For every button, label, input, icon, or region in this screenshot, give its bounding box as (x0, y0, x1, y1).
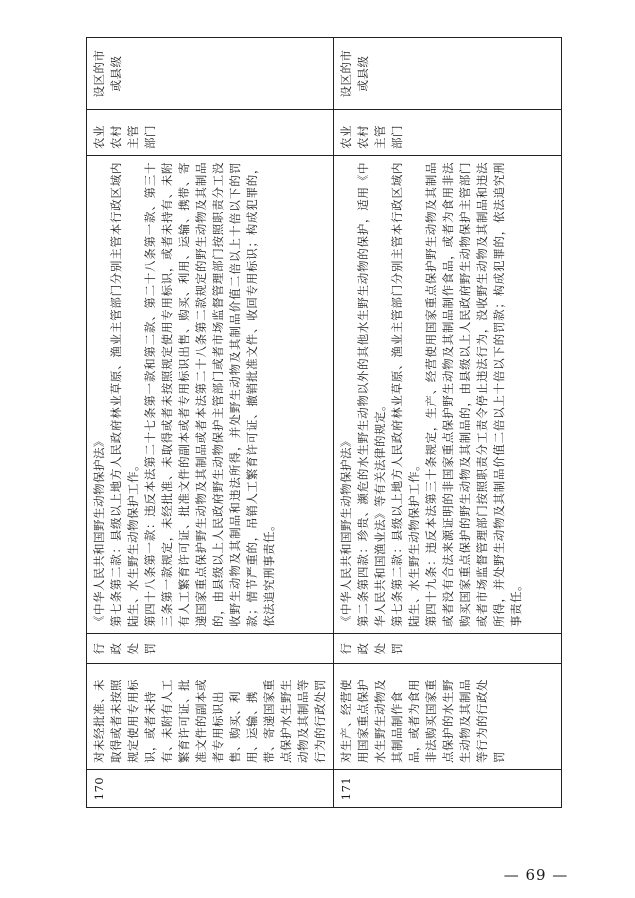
jurisdiction-level: 设区的市或县级 (334, 38, 562, 110)
basis-law-title: 《中华人民共和国野生动物保护法》 (92, 435, 106, 627)
enforcement-table (86, 37, 562, 808)
penalty-subject: 对生产、经营使用国家重点保护水生野生动物及其制品制作食品，或者为食用非法购买国家重点保护的水生野生动物及其制品等行为的行政处罚 (334, 664, 562, 770)
penalty-subject: 对未经批准、未取得或者未按照规定使用专用标识，或者未持有、未附有人工繁育许可证、批准文件的副本或者专用标识出售、购买、利用、运输、携带、寄递国家重点保护水生野生动物及其制品等行为的行政处罚 (87, 664, 334, 770)
basis-clause: 第七条第二款：县级以上地方人民政府林业草原、渔业主管部门分别主管本行政区域内陆生、水生野生动物保护工作。 (390, 162, 421, 627)
basis-clause: 第四十八条第一款：违反本法第二十七条第一款和第二款、第二十八条第一款、第三十三条第一款规定，未经批准、未取得或者未按照规定使用专用标识，或者未持有、未附有人工繁育许可证、批准文件的副本或者专用标识出售、购买、利用、运输、携带、寄递国家重点保护野生动物及其制品或者本法第二十八条第二款规定的野生动物及其制品的，由县级以上人民政府野生动物保护主管部门或者市场监督管理部门按照职责分工没收野生动物及其制品和违法所得，并处野生动物及其制品价值二倍以上十倍以下的罚款；情节严重的，吊销人工繁育许可证、撤销批准文件、收回专用标识；构成犯罪的，依法追究刑事责任。 (143, 162, 276, 627)
responsible-department: 农业农村主管部门 (334, 110, 562, 156)
basis-clause: 第四十九条：违反本法第三十条规定，生产、经营使用国家重点保护野生动物及其制品或者没有合法来源证明的非国家重点保护野生动物及其制品制作食品，或者为食用非法购买国家重点保护的野生动物及其制品的，由县级以上人民政府野生动物保护主管部门或者市场监督管理部门按照职责分工责令停止违法行为，没收野生动物及其制品和违法所得，并处野生动物及其制品价值二倍以上十倍以下的罚款；构成犯罪的，依法追究刑事责任。 (424, 162, 523, 627)
basis-clause: 第二条第四款：珍贵、濒危的水生野生动物以外的其他水生野生动物的保护，适用《中华人民共和国渔业法》等有关法律的规定。 (356, 162, 387, 627)
legal-basis (87, 156, 334, 634)
rotated-page-table (86, 38, 541, 808)
legal-basis (334, 156, 562, 634)
penalty-category: 行政处罚 (334, 634, 562, 664)
basis-clause: 第七条第二款：县级以上地方人民政府林业草原、渔业主管部门分别主管本行政区域内陆生、水生野生动物保护工作。 (109, 162, 140, 627)
row-number: 170 (87, 770, 334, 808)
responsible-department: 农业农村主管部门 (87, 110, 334, 156)
page-number: — 69 — (503, 866, 569, 884)
jurisdiction-level: 设区的市或县级 (87, 38, 334, 110)
basis-law-title: 《中华人民共和国野生动物保护法》 (339, 435, 353, 627)
row-number: 171 (334, 770, 562, 808)
table-row (334, 38, 562, 808)
penalty-category: 行政处罚 (87, 634, 334, 664)
table-row (87, 38, 334, 808)
